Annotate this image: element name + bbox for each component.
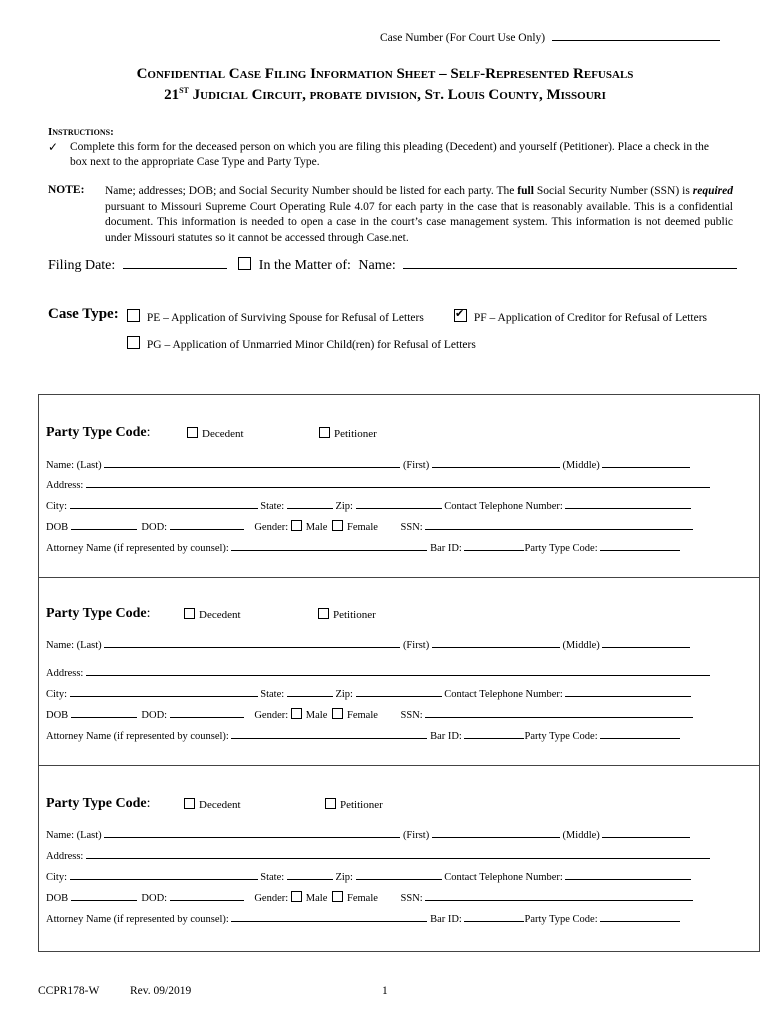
name-last-label: Name: (Last) [46, 640, 102, 651]
decedent-option[interactable] [184, 608, 241, 621]
attorney-field[interactable] [231, 538, 427, 551]
revision: Rev. 09/2019 [130, 985, 192, 997]
phone-label: Contact Telephone Number: [444, 689, 563, 700]
state-field[interactable] [287, 496, 333, 509]
filing-date-field[interactable] [123, 256, 227, 269]
address-row [46, 846, 714, 864]
phone-field[interactable] [565, 496, 691, 509]
address-field[interactable] [86, 475, 710, 488]
petitioner-label: Petitioner [333, 609, 376, 621]
bar-id-label: Bar ID: [430, 543, 462, 554]
petitioner-option[interactable] [325, 798, 383, 811]
name-first-label: (First) [402, 460, 430, 471]
in-the-matter-label: In the Matter of: [258, 258, 351, 273]
case-type-pe[interactable] [127, 309, 424, 324]
female-label: Female [347, 710, 378, 721]
case-type-pg-checkbox[interactable] [127, 336, 140, 349]
female-checkbox[interactable] [332, 891, 343, 902]
attorney-row [46, 538, 714, 556]
bar-id-field[interactable] [464, 538, 524, 551]
note-text-c: pursuant to Missouri Supreme Court Operating Rule 4.07 for each party in the case that is reasonably available. This is a confidential document. This information is needed to open a case in the court’s case management system. This information is not deemed public under Missouri statutes so it cannot be accessed through Case.net. [105, 200, 733, 244]
dod-field[interactable] [170, 517, 244, 530]
attorney-label: Attorney Name (if represented by counsel): [46, 731, 229, 742]
bar-id-label: Bar ID: [430, 731, 462, 742]
male-label: Male [305, 522, 328, 533]
case-number-field[interactable] [552, 28, 720, 41]
city-label: City: [46, 689, 68, 700]
filing-row [48, 256, 737, 274]
dob-field[interactable] [71, 888, 137, 901]
name-last-field[interactable] [104, 455, 400, 468]
ssn-field[interactable] [425, 705, 693, 718]
form-id: CCPR178-W [38, 985, 100, 997]
name-middle-field[interactable] [602, 455, 690, 468]
female-label: Female [347, 522, 378, 533]
phone-field[interactable] [565, 684, 691, 697]
petitioner-option[interactable] [319, 427, 377, 440]
case-type-pe-checkbox[interactable] [127, 309, 140, 322]
matter-name-field[interactable] [403, 256, 737, 269]
zip-field[interactable] [356, 496, 442, 509]
party-type-code-inline-label: Party Type Code: [524, 543, 598, 554]
address-field[interactable] [86, 846, 710, 859]
note-text [105, 184, 733, 246]
ssn-field[interactable] [425, 888, 693, 901]
name-first-label: (First) [402, 640, 430, 651]
ssn-label: SSN: [400, 710, 423, 721]
dod-label: DOD: [141, 710, 168, 721]
form-title: Confidential Case Filing Information Sheet – Self-Represented Refusals [136, 66, 634, 82]
gender-label: Gender: [254, 710, 289, 721]
name-row [46, 635, 714, 653]
circuit-suffix: ST [179, 86, 189, 95]
dob-label: DOB [46, 522, 69, 533]
filing-date-label: Filing Date: [48, 258, 116, 273]
dob-row [46, 517, 714, 535]
petitioner-label: Petitioner [340, 799, 383, 811]
party-type-code-inline-label: Party Type Code: [524, 731, 598, 742]
attorney-row [46, 909, 714, 927]
name-first-label: (First) [402, 830, 430, 841]
matter-name-label: Name: [358, 258, 396, 273]
decedent-label: Decedent [202, 428, 244, 440]
case-type-pe-label: PE – Application of Surviving Spouse for Refusal of Letters [146, 312, 424, 324]
note-text-b: Social Security Number (SSN) is [533, 185, 693, 197]
in-the-matter-checkbox[interactable] [238, 257, 251, 270]
city-row [46, 496, 714, 514]
party-type-code-label: Party Type Code: [46, 425, 151, 440]
instructions-heading: Instructions: [48, 126, 114, 138]
name-first-field[interactable] [432, 635, 560, 648]
note-label: NOTE: [48, 184, 85, 196]
female-label: Female [347, 893, 378, 904]
party-type-code-field[interactable] [600, 538, 680, 551]
decedent-label: Decedent [199, 609, 241, 621]
petitioner-label: Petitioner [334, 428, 377, 440]
state-field[interactable] [287, 867, 333, 880]
city-field[interactable] [70, 684, 258, 697]
city-label: City: [46, 872, 68, 883]
dob-row [46, 888, 714, 906]
attorney-label: Attorney Name (if represented by counsel): [46, 914, 229, 925]
male-label: Male [305, 710, 328, 721]
phone-label: Contact Telephone Number: [444, 872, 563, 883]
dod-field[interactable] [170, 705, 244, 718]
female-checkbox[interactable] [332, 708, 343, 719]
city-row [46, 867, 714, 885]
bar-id-field[interactable] [464, 909, 524, 922]
zip-field[interactable] [356, 867, 442, 880]
petitioner-checkbox[interactable] [318, 608, 329, 619]
phone-label: Contact Telephone Number: [444, 501, 563, 512]
case-number-label: Case Number (For Court Use Only) [380, 32, 546, 44]
address-label: Address: [46, 851, 84, 862]
circuit-number: 21 [164, 87, 180, 103]
state-label: State: [260, 501, 285, 512]
state-label: State: [260, 872, 285, 883]
party-type-code-inline-label: Party Type Code: [524, 914, 598, 925]
decedent-option[interactable] [184, 798, 241, 811]
attorney-field[interactable] [231, 909, 427, 922]
address-field[interactable] [86, 663, 710, 676]
case-type-label: Case Type: [48, 306, 119, 322]
address-row [46, 663, 714, 681]
city-field[interactable] [70, 496, 258, 509]
ssn-field[interactable] [425, 517, 693, 530]
zip-label: Zip: [335, 501, 353, 512]
zip-label: Zip: [335, 689, 353, 700]
male-checkbox[interactable] [291, 708, 302, 719]
dob-label: DOB [46, 893, 69, 904]
address-row [46, 475, 714, 493]
attorney-row [46, 726, 714, 744]
note-text-a: Name; addresses; DOB; and Social Security Number should be listed for each party. The [105, 185, 518, 197]
instructions-text: Complete this form for the deceased person on which you are filing this pleading (Decedent) and yourself (Petitioner). Place a check in the box next to the appropriate Case Type and Party Type. [70, 141, 709, 168]
case-type-pf[interactable] [454, 309, 707, 324]
decedent-checkbox[interactable] [184, 798, 195, 809]
female-checkbox[interactable] [332, 520, 343, 531]
case-type-pf-checkbox[interactable] [454, 309, 467, 322]
name-middle-field[interactable] [602, 635, 690, 648]
male-label: Male [305, 893, 328, 904]
male-checkbox[interactable] [291, 891, 302, 902]
case-type-pg-label: PG – Application of Unmarried Minor Child(ren) for Refusal of Letters [146, 339, 476, 351]
male-checkbox[interactable] [291, 520, 302, 531]
decedent-checkbox[interactable] [184, 608, 195, 619]
dob-field[interactable] [71, 705, 137, 718]
name-last-label: Name: (Last) [46, 460, 102, 471]
note-text-required: required [692, 185, 733, 197]
party-type-code-label: Party Type Code: [46, 796, 151, 811]
decedent-option[interactable] [187, 427, 244, 440]
check-icon: ✓ [48, 140, 59, 154]
dod-label: DOD: [141, 522, 168, 533]
ssn-label: SSN: [400, 522, 423, 533]
gender-label: Gender: [254, 522, 289, 533]
petitioner-checkbox[interactable] [325, 798, 336, 809]
gender-label: Gender: [254, 893, 289, 904]
dod-label: DOD: [141, 893, 168, 904]
city-row [46, 684, 714, 702]
attorney-label: Attorney Name (if represented by counsel): [46, 543, 229, 554]
dob-label: DOB [46, 710, 69, 721]
petitioner-checkbox[interactable] [319, 427, 330, 438]
bar-id-label: Bar ID: [430, 914, 462, 925]
city-label: City: [46, 501, 68, 512]
address-label: Address: [46, 480, 84, 491]
name-first-field[interactable] [432, 455, 560, 468]
address-label: Address: [46, 668, 84, 679]
name-middle-field[interactable] [602, 825, 690, 838]
decedent-checkbox[interactable] [187, 427, 198, 438]
city-field[interactable] [70, 867, 258, 880]
name-last-field[interactable] [104, 635, 400, 648]
party-type-code-field[interactable] [600, 726, 680, 739]
name-middle-label: (Middle) [562, 640, 600, 651]
case-type-pg[interactable] [127, 336, 476, 351]
zip-label: Zip: [335, 872, 353, 883]
name-last-field[interactable] [104, 825, 400, 838]
ssn-label: SSN: [400, 893, 423, 904]
dob-row [46, 705, 714, 723]
bar-id-field[interactable] [464, 726, 524, 739]
case-type-pf-label: PF – Application of Creditor for Refusal of Letters [473, 312, 708, 324]
decedent-label: Decedent [199, 799, 241, 811]
name-last-label: Name: (Last) [46, 830, 102, 841]
dod-field[interactable] [170, 888, 244, 901]
state-label: State: [260, 689, 285, 700]
state-field[interactable] [287, 684, 333, 697]
name-middle-label: (Middle) [562, 830, 600, 841]
name-first-field[interactable] [432, 825, 560, 838]
party-type-code-label: Party Type Code: [46, 606, 151, 621]
note-text-full: full [517, 185, 534, 197]
name-row [46, 455, 714, 473]
dob-field[interactable] [71, 517, 137, 530]
petitioner-option[interactable] [318, 608, 376, 621]
party-type-code-field[interactable] [600, 909, 680, 922]
case-number-row [380, 28, 720, 44]
phone-field[interactable] [565, 867, 691, 880]
form-subtitle [0, 86, 770, 104]
circuit-text: Judicial Circuit, probate division, St. Louis County, Missouri [188, 87, 606, 103]
page-number: 1 [382, 985, 388, 997]
name-row [46, 825, 714, 843]
zip-field[interactable] [356, 684, 442, 697]
attorney-field[interactable] [231, 726, 427, 739]
name-middle-label: (Middle) [562, 460, 600, 471]
